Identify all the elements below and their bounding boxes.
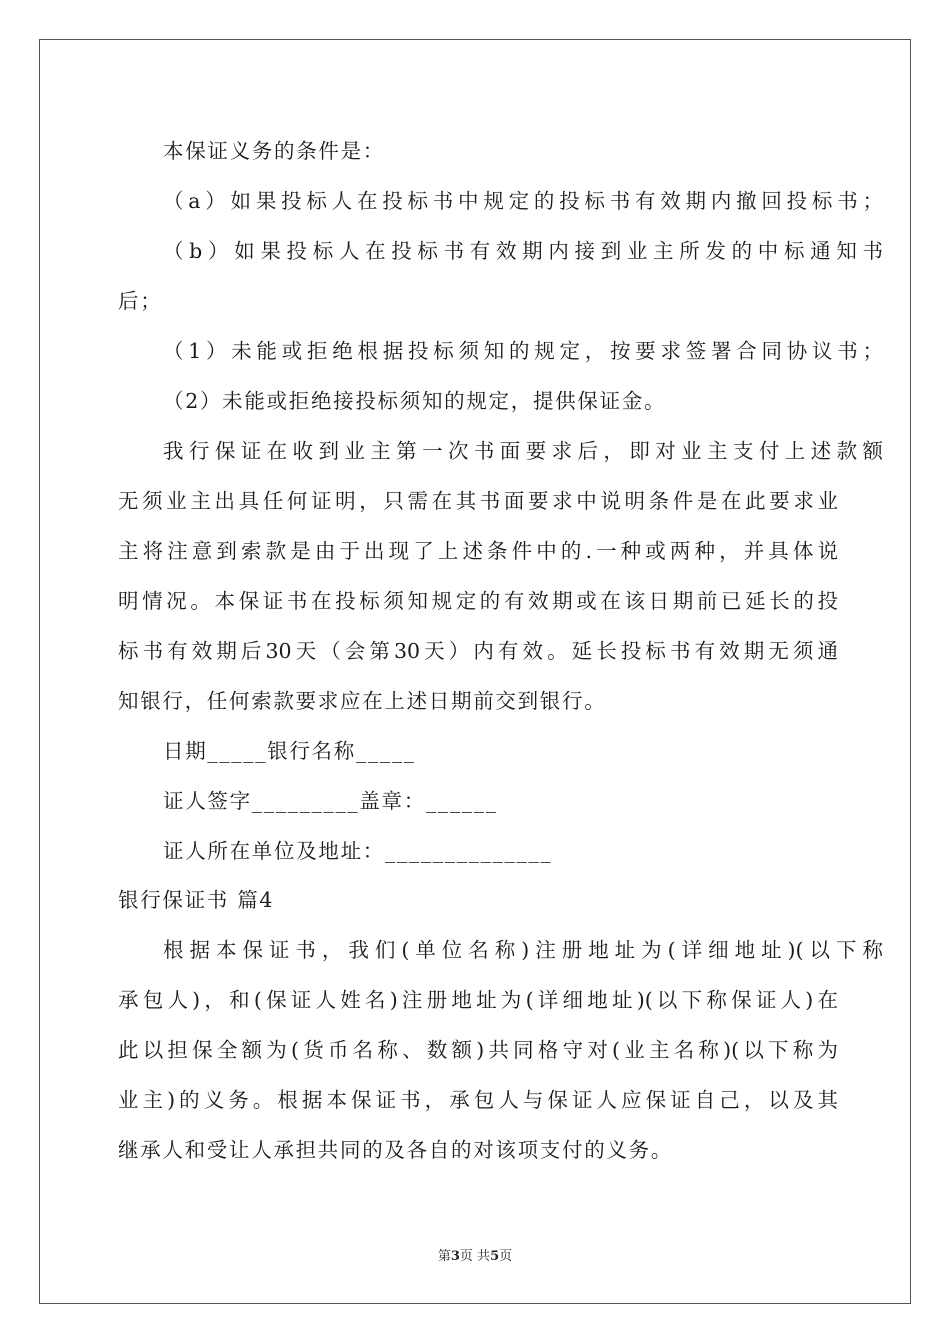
paragraph-line: 业主)的义务。根据本保证书，承包人与保证人应保证自己，以及其 — [118, 1088, 838, 1112]
section-title: 银行保证书 篇4 — [118, 888, 275, 912]
paragraph-line: 根据本保证书，我们(单位名称)注册地址为(详细地址)(以下称 — [163, 938, 883, 962]
footer-page-suffix: 页 — [499, 1249, 513, 1264]
footer-page-total: 5 — [490, 1249, 500, 1264]
page-border — [39, 39, 911, 1304]
paragraph-line: 标书有效期后30天（会第30天）内有效。延长投标书有效期无须通 — [118, 639, 838, 663]
paragraph-line: 明情况。本保证书在投标须知规定的有效期或在该日期前已延长的投 — [118, 589, 838, 613]
paragraph-line: 主将注意到索款是由于出现了上述条件中的.一种或两种，并具体说 — [118, 539, 838, 563]
paragraph-line: 继承人和受让人承担共同的及各自的对该项支付的义务。 — [118, 1138, 673, 1162]
paragraph-line: 承包人)，和(保证人姓名)注册地址为(详细地址)(以下称保证人)在 — [118, 988, 838, 1012]
witness-signature-field: 证人签字_________盖章：______ — [163, 789, 498, 813]
page-number-footer — [0, 1248, 950, 1266]
witness-address-field: 证人所在单位及地址：______________ — [163, 839, 553, 863]
paragraph-line: 无须业主出具任何证明，只需在其书面要求中说明条件是在此要求业 — [118, 489, 838, 513]
conditions-heading: 本保证义务的条件是： — [163, 139, 385, 163]
condition-2: （2）未能或拒绝接投标须知的规定，提供保证金。 — [163, 389, 667, 413]
date-bank-name-field: 日期_____银行名称_____ — [163, 739, 416, 763]
paragraph-line: 此以担保全额为(货币名称、数额)共同格守对(业主名称)(以下称为 — [118, 1038, 838, 1062]
footer-page-prefix: 第 — [437, 1249, 451, 1264]
footer-page-middle: 页 共 — [459, 1249, 491, 1264]
paragraph-line: 知银行，任何索款要求应在上述日期前交到银行。 — [118, 689, 607, 713]
condition-1: （1）未能或拒绝根据投标须知的规定，按要求签署合同协议书； — [163, 339, 883, 363]
condition-b-line2: 后； — [118, 289, 163, 313]
condition-a: （a）如果投标人在投标书中规定的投标书有效期内撤回投标书； — [163, 189, 883, 213]
footer-page-current: 3 — [450, 1249, 460, 1264]
paragraph-line: 我行保证在收到业主第一次书面要求后，即对业主支付上述款额 — [163, 439, 883, 463]
condition-b-line1: （b）如果投标人在投标书有效期内接到业主所发的中标通知书 — [163, 239, 883, 263]
